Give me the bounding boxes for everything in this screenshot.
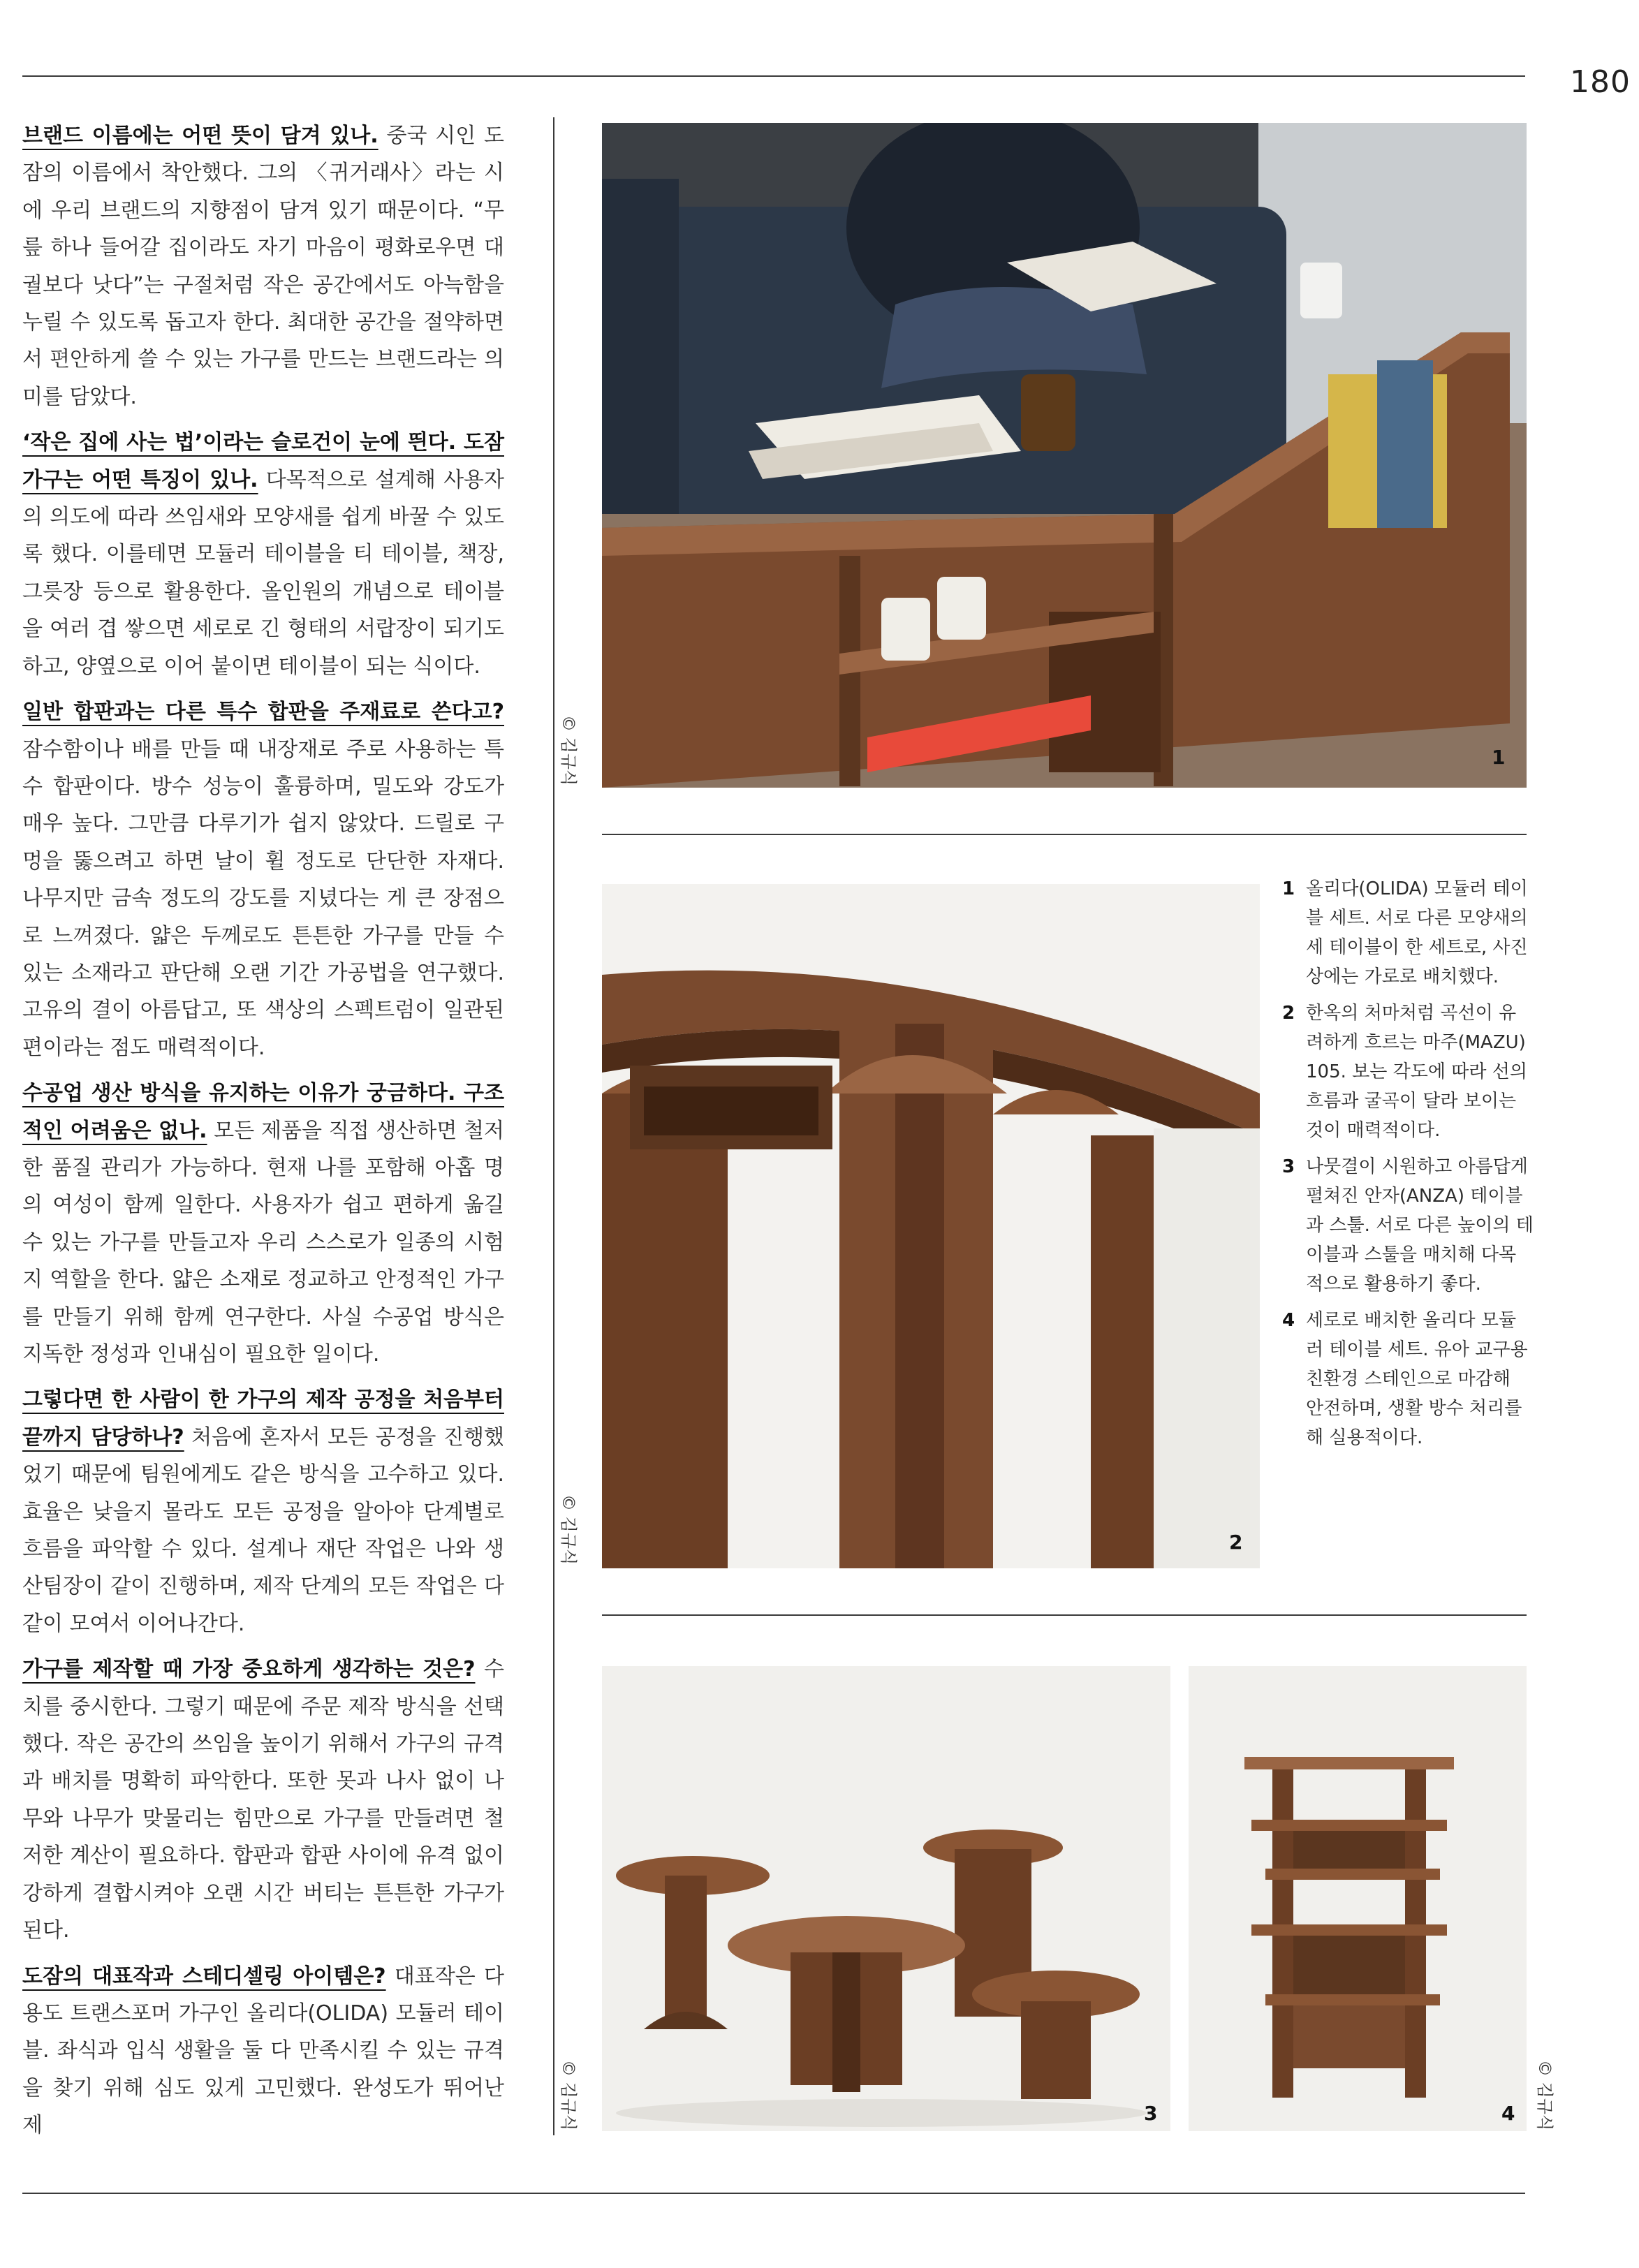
divider-2 (602, 1614, 1527, 1616)
answer-7: 대표작은 다용도 트랜스포머 가구인 올리다(OLIDA) 모듈러 테이블. 좌식과 입식 생활을 둘 다 만족시킬 수 있는 규격을 찾기 위해 심도 있게 고민했다. 완성도가 뛰어난 제 (22, 1964, 504, 2138)
caption-3 (1282, 1152, 1534, 1299)
caption-text-1: 올리다(OLIDA) 모듈러 테이블 세트. 서로 다른 모양새의 세 테이블이 한 세트로, 사진상에는 가로로 배치했다. (1306, 878, 1528, 987)
column-divider (553, 117, 554, 2135)
answer-6: 수치를 중시한다. 그렇기 때문에 주문 제작 방식을 선택했다. 작은 공간의 쓰임을 높이기 위해서 가구의 규격과 배치를 명확히 파악한다. 또한 못과 나사 없이 나무와 나무가 맞물리는 힘만으로 가구를 만들려면 철저한 계산이 필요하다. 합판과 합판 사이에 유격 없이 강하게 결합시켜야 오랜 시간 버티는 튼튼한 가구가 된다. (22, 1657, 504, 1943)
photo-credit-2: © 김규식 (559, 1494, 578, 1566)
question-7: 도잠의 대표작과 스테디셀링 아이템은? (22, 1964, 386, 1989)
caption-2 (1282, 999, 1534, 1145)
answer-4: 모든 제품을 직접 생산하면 철저한 품질 관리가 가능하다. 현재 나를 포함해 아홉 명의 여성이 함께 일한다. 사용자가 쉽고 편하게 옮길 수 있는 가구를 만들고자 우리 스스로가 일종의 시험지 역할을 한다. 얇은 소재로 정교하고 안정적인 가구를 만들기 위해 함께 연구한다. 사실 수공업 방식은 지독한 정성과 인내심이 필요한 일이다. (22, 1118, 505, 1367)
photo-number-3: 3 (1144, 2102, 1158, 2125)
qa-paragraph-5 (22, 1381, 504, 1642)
article-column (22, 117, 504, 2153)
caption-text-2: 한옥의 처마처럼 곡선이 유려하게 흐르는 마주(MAZU) 105. 보는 각도에 따라 선의 흐름과 굴곡이 달라 보이는 것이 매력적이다. (1306, 1003, 1527, 1141)
photo-number-2: 2 (1229, 1531, 1243, 1554)
question-5: 그렇다면 한 사람이 한 가구의 제작 공정을 처음부터 끝까지 담당하나? (22, 1387, 504, 1450)
photo-3 (602, 1666, 1170, 2131)
caption-number-2: 2 (1282, 1003, 1295, 1024)
qa-paragraph-4 (22, 1075, 504, 1373)
bottom-rule (22, 2193, 1525, 2194)
photo-number-1: 1 (1492, 746, 1506, 769)
caption-number-4: 4 (1282, 1310, 1295, 1331)
question-2: ‘작은 집에 사는 법’이라는 슬로건이 눈에 띈다. 도잠 가구는 어떤 특징이 있나. (22, 430, 504, 492)
photo-captions (1282, 874, 1534, 1459)
photo-2-table-detail-icon (602, 884, 1260, 1568)
photo-number-4: 4 (1501, 2102, 1515, 2125)
answer-3: 잠수함이나 배를 만들 때 내장재로 주로 사용하는 특수 합판이다. 방수 성능이 훌륭하며, 밀도와 강도가 매우 높다. 그만큼 다루기가 쉽지 않았다. 드릴로 구멍을 뚫으려고 하면 날이 휠 정도로 단단한 자재다. 나무지만 금속 정도의 강도를 지녔다는 게 큰 장점으로 느껴졌다. 얇은 두께로도 튼튼한 가구를 만들 수 있는 소재라고 판단해 오랜 기간 가공법을 연구했다. 고유의 결이 아름답고, 또 색상의 스펙트럼이 일관된 편이라는 점도 매력적이다. (22, 737, 504, 1060)
page-number: 180 (1570, 64, 1631, 100)
qa-paragraph-2 (22, 424, 504, 685)
photo-credit-1: © 김규식 (559, 715, 578, 786)
qa-paragraph-1 (22, 117, 504, 415)
photo-1 (602, 123, 1527, 788)
top-rule (22, 75, 1525, 77)
question-3: 일반 합판과는 다른 특수 합판을 주재료로 쓴다고? (22, 700, 504, 725)
caption-1 (1282, 874, 1534, 992)
photo-2 (602, 884, 1260, 1568)
caption-4 (1282, 1306, 1534, 1452)
photo-4 (1189, 1666, 1527, 2131)
answer-2: 다목적으로 설계해 사용자의 의도에 따라 쓰임새와 모양새를 쉽게 바꿀 수 있도록 했다. 이를테면 모듈러 테이블을 티 테이블, 책장, 그릇장 등으로 활용한다. 올인원의 개념으로 테이블을 여러 겹 쌓으면 세로로 긴 형태의 서랍장이 되기도 하고, 양옆으로 이어 붙이면 테이블이 되는 식이다. (22, 467, 505, 679)
photo-3-round-tables-icon (602, 1666, 1170, 2131)
caption-text-4: 세로로 배치한 올리다 모듈러 테이블 세트. 유아 교구용 친환경 스테인으로 마감해 안전하며, 생활 방수 처리를 해 실용적이다. (1306, 1310, 1528, 1448)
caption-text-3: 나뭇결이 시원하고 아름답게 펼쳐진 안자(ANZA) 테이블과 스툴. 서로 다른 높이의 테이블과 스툴을 매치해 다목적으로 활용하기 좋다. (1306, 1156, 1534, 1295)
photo-4-shelf-icon (1189, 1666, 1527, 2131)
answer-5: 처음에 혼자서 모든 공정을 진행했었기 때문에 팀원에게도 같은 방식을 고수하고 있다. 효율은 낮을지 몰라도 모든 공정을 알아야 단계별로 흐름을 파악할 수 있다. 설계나 재단 작업은 나와 생산팀장이 같이 진행하며, 제작 단계의 모든 작업은 다 같이 모여서 이어나간다. (22, 1424, 504, 1636)
photo-1-sofa-table-icon (602, 123, 1527, 788)
caption-number-1: 1 (1282, 878, 1295, 899)
question-6: 가구를 제작할 때 가장 중요하게 생각하는 것은? (22, 1657, 476, 1682)
photo-credit-4: © 김규식 (1535, 2060, 1555, 2131)
qa-paragraph-7 (22, 1958, 504, 2144)
answer-1: 중국 시인 도잠의 이름에서 착안했다. 그의 〈귀거래사〉라는 시에 우리 브랜드의 지향점이 담겨 있기 때문이다. “무릎 하나 들어갈 집이라도 자기 마음이 평화로우면 대궐보다 낫다”는 구절처럼 작은 공간에서도 아늑함을 누릴 수 있도록 돕고자 한다. 최대한 공간을 절약하면서 편안하게 쓸 수 있는 가구를 만드는 브랜드라는 의미를 담았다. (22, 124, 504, 409)
divider-1 (602, 834, 1527, 835)
question-1: 브랜드 이름에는 어떤 뜻이 담겨 있나. (22, 124, 378, 148)
caption-number-3: 3 (1282, 1156, 1295, 1177)
qa-paragraph-6 (22, 1651, 504, 1949)
qa-paragraph-3 (22, 693, 504, 1066)
question-4: 수공업 생산 방식을 유지하는 이유가 궁금하다. 구조적인 어려움은 없나. (22, 1081, 504, 1143)
photo-credit-3: © 김규식 (559, 2060, 578, 2131)
